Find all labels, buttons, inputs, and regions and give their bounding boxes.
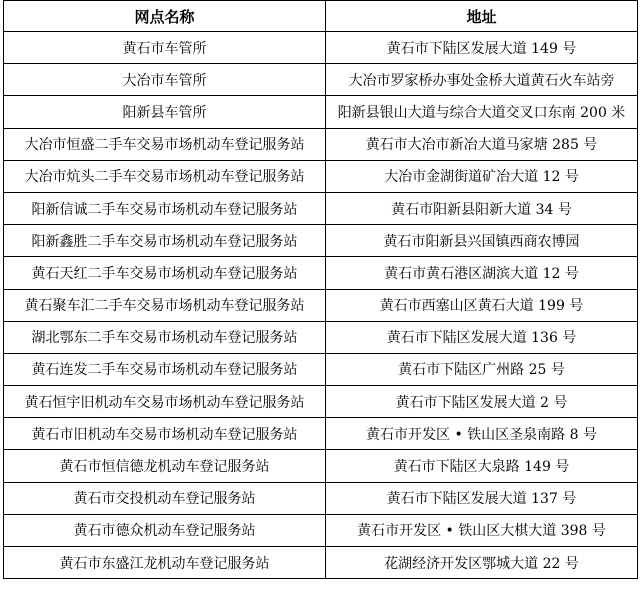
table-row [4, 225, 638, 257]
station-name-cell: 黄石连发二手车交易市场机动车登记服务站 [4, 353, 326, 385]
table-row [4, 160, 638, 192]
station-name-cell: 阳新信诚二手车交易市场机动车登记服务站 [4, 192, 326, 224]
station-address-cell: 大冶市金湖街道矿冶大道 12 号 [326, 160, 638, 192]
station-name-cell: 湖北鄂东二手车交易市场机动车登记服务站 [4, 321, 326, 353]
station-name-cell: 黄石恒宇旧机动车交易市场机动车登记服务站 [4, 386, 326, 418]
station-address-cell: 黄石市大冶市新冶大道马家塘 285 号 [326, 128, 638, 160]
station-name-cell: 黄石市德众机动车登记服务站 [4, 514, 326, 546]
station-address-cell: 大冶市罗家桥办事处金桥大道黄石火车站旁 [326, 64, 638, 96]
station-address-cell: 黄石市下陆区发展大道 136 号 [326, 321, 638, 353]
table-row [4, 386, 638, 418]
table-row [4, 353, 638, 385]
table-row [4, 547, 638, 579]
station-name-cell: 黄石市恒信德龙机动车登记服务站 [4, 450, 326, 482]
table-row [4, 192, 638, 224]
header-station-name: 网点名称 [4, 1, 326, 32]
station-address-cell: 黄石市下陆区发展大道 137 号 [326, 482, 638, 514]
station-address-cell: 黄石市开发区 • 铁山区大棋大道 398 号 [326, 514, 638, 546]
table-row [4, 64, 638, 96]
table-row [4, 96, 638, 128]
station-name-cell: 黄石市旧机动车交易市场机动车登记服务站 [4, 418, 326, 450]
service-station-table [3, 0, 638, 579]
table-row [4, 32, 638, 64]
station-name-cell: 黄石市东盛江龙机动车登记服务站 [4, 547, 326, 579]
station-address-cell: 黄石市西塞山区黄石大道 199 号 [326, 289, 638, 321]
station-address-cell: 阳新县银山大道与综合大道交叉口东南 200 米 [326, 96, 638, 128]
station-name-cell: 黄石市交投机动车登记服务站 [4, 482, 326, 514]
station-address-cell: 黄石市下陆区广州路 25 号 [326, 353, 638, 385]
station-name-cell: 阳新县车管所 [4, 96, 326, 128]
table-row [4, 482, 638, 514]
table-row [4, 418, 638, 450]
station-name-cell: 阳新鑫胜二手车交易市场机动车登记服务站 [4, 225, 326, 257]
station-name-cell: 大冶市恒盛二手车交易市场机动车登记服务站 [4, 128, 326, 160]
station-name-cell: 黄石聚车汇二手车交易市场机动车登记服务站 [4, 289, 326, 321]
table-row [4, 450, 638, 482]
table-row [4, 257, 638, 289]
header-address: 地址 [326, 1, 638, 32]
station-address-cell: 黄石市阳新县兴国镇西商农博园 [326, 225, 638, 257]
station-name-cell: 大冶市车管所 [4, 64, 326, 96]
station-address-cell: 黄石市黄石港区湖滨大道 12 号 [326, 257, 638, 289]
table-row [4, 321, 638, 353]
station-name-cell: 大冶市炕头二手车交易市场机动车登记服务站 [4, 160, 326, 192]
station-name-cell: 黄石市车管所 [4, 32, 326, 64]
station-address-cell: 花湖经济开发区鄂城大道 22 号 [326, 547, 638, 579]
station-address-cell: 黄石市下陆区发展大道 149 号 [326, 32, 638, 64]
table-row [4, 514, 638, 546]
station-address-cell: 黄石市阳新县阳新大道 34 号 [326, 192, 638, 224]
station-address-cell: 黄石市下陆区发展大道 2 号 [326, 386, 638, 418]
station-address-cell: 黄石市下陆区大泉路 149 号 [326, 450, 638, 482]
station-name-cell: 黄石天红二手车交易市场机动车登记服务站 [4, 257, 326, 289]
table-header-row [4, 1, 638, 32]
table-row [4, 128, 638, 160]
table-row [4, 289, 638, 321]
station-address-cell: 黄石市开发区 • 铁山区圣泉南路 8 号 [326, 418, 638, 450]
